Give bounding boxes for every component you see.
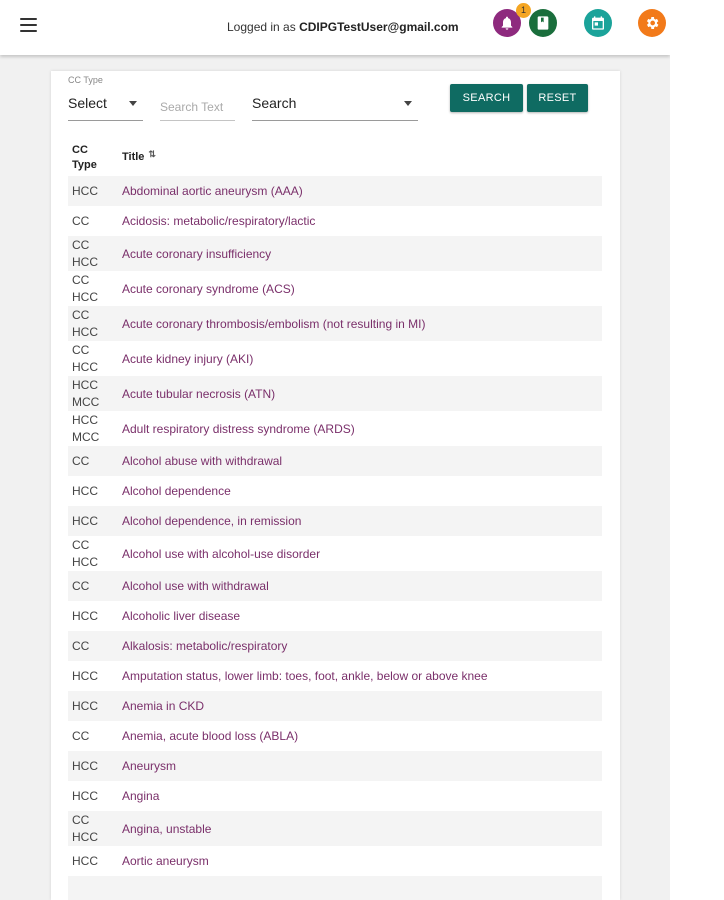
title-link[interactable]: Acidosis: metabolic/respiratory/lactic [122, 214, 316, 228]
cc-type-cell [68, 537, 122, 571]
calendar-icon [590, 15, 606, 31]
cc-type-value: CC [72, 638, 90, 653]
table-row[interactable] [68, 631, 602, 661]
table-row[interactable] [68, 376, 602, 411]
cc-type-cell [68, 608, 122, 625]
cc-type-cell [68, 412, 122, 446]
title-link[interactable]: Adult respiratory distress syndrome (ARDS) [122, 421, 355, 436]
cc-type-cell [68, 788, 122, 805]
table-row[interactable] [68, 236, 602, 271]
table-row[interactable] [68, 876, 602, 900]
cc-type-value: CC [72, 812, 90, 827]
title-link[interactable]: Aortic aneurysm [122, 854, 209, 868]
search-button[interactable]: SEARCH [450, 84, 523, 112]
book-icon [535, 15, 551, 31]
title-link[interactable]: Angina, unstable [122, 821, 212, 836]
cc-type-value: Select [68, 95, 107, 111]
column-title-label: Title [122, 151, 145, 163]
title-link[interactable]: Alkalosis: metabolic/respiratory [122, 639, 288, 653]
login-prefix: Logged in as [227, 20, 296, 34]
cc-type-value: HCC [72, 554, 98, 569]
notification-count-badge: 1 [516, 3, 531, 18]
table-row[interactable] [68, 536, 602, 571]
column-header-cc-type[interactable]: CC Type [72, 144, 97, 171]
cc-type-value: HCC [72, 324, 98, 339]
library-button[interactable] [529, 9, 557, 37]
cc-type-value: HCC [72, 377, 98, 392]
table-header [68, 139, 602, 176]
cc-type-value: CC [72, 578, 90, 593]
cc-type-cell [68, 853, 122, 870]
title-link[interactable]: Alcohol abuse with withdrawal [122, 454, 283, 468]
cc-type-value: HCC [72, 788, 98, 803]
cc-type-cell [68, 213, 122, 230]
cc-type-label: CC Type [68, 75, 103, 85]
cc-type-value: CC [72, 237, 90, 252]
cc-type-value: CC [72, 307, 90, 322]
table-row[interactable] [68, 751, 602, 781]
cc-type-cell [68, 307, 122, 341]
title-link[interactable]: Acute coronary syndrome (ACS) [122, 281, 295, 296]
cc-type-cell [68, 237, 122, 271]
cc-type-cell [68, 758, 122, 775]
user-email: CDIPGTestUser@gmail.com [299, 20, 459, 34]
cc-type-value: HCC [72, 483, 98, 498]
cc-type-value: HCC [72, 829, 98, 844]
bell-icon [499, 15, 515, 31]
search-field-value: Search [252, 95, 297, 111]
cc-type-value: HCC [72, 183, 98, 198]
cc-type-select[interactable] [68, 88, 143, 121]
cc-type-cell [68, 377, 122, 411]
table-row[interactable] [68, 601, 602, 631]
table-row[interactable] [68, 206, 602, 236]
table-row[interactable] [68, 661, 602, 691]
title-link[interactable]: Alcoholic liver disease [122, 609, 241, 623]
title-link[interactable]: Acute kidney injury (AKI) [122, 351, 254, 366]
title-link[interactable]: Acute tubular necrosis (ATN) [122, 386, 276, 401]
cc-type-value: HCC [72, 853, 98, 868]
table-row[interactable] [68, 781, 602, 811]
title-link[interactable]: Amputation status, lower limb: toes, foot, ankle, below or above knee [122, 669, 488, 683]
cc-type-value: CC [72, 728, 90, 743]
cc-type-value: HCC [72, 412, 98, 427]
hamburger-menu-icon[interactable] [20, 18, 37, 32]
table-row[interactable] [68, 176, 602, 206]
cc-type-cell [68, 668, 122, 685]
table-row[interactable] [68, 506, 602, 536]
table-body [68, 176, 602, 900]
cc-type-value: HCC [72, 254, 98, 269]
table-row[interactable] [68, 721, 602, 751]
search-text-input[interactable] [160, 88, 235, 121]
cc-type-value: HCC [72, 608, 98, 623]
table-row[interactable] [68, 571, 602, 601]
title-link[interactable]: Alcohol dependence, in remission [122, 514, 302, 528]
cc-type-cell [68, 453, 122, 470]
top-app-bar [0, 0, 670, 55]
table-row[interactable] [68, 811, 602, 846]
cc-type-value: HCC [72, 758, 98, 773]
cc-type-cell [68, 513, 122, 530]
cc-type-cell [68, 812, 122, 846]
cc-type-value: CC [72, 213, 90, 228]
cc-type-cell [68, 698, 122, 715]
title-link[interactable]: Alcohol dependence [122, 484, 231, 498]
cc-type-value: HCC [72, 698, 98, 713]
cc-type-cell [68, 638, 122, 655]
cc-type-cell [68, 342, 122, 376]
cc-type-value: CC [72, 453, 90, 468]
cc-type-cell [68, 578, 122, 595]
cc-type-cell [68, 272, 122, 306]
cc-type-value: HCC [72, 289, 98, 304]
cc-type-cell [68, 483, 122, 500]
sort-icon: ⇅ [148, 149, 156, 159]
table-row[interactable] [68, 306, 602, 341]
title-link[interactable]: Alcohol use with withdrawal [122, 579, 269, 593]
table-row[interactable] [68, 446, 602, 476]
title-link[interactable]: Anemia in CKD [122, 699, 205, 713]
table-row[interactable] [68, 341, 602, 376]
cc-type-value: CC [72, 537, 90, 552]
table-row[interactable] [68, 411, 602, 446]
cc-table [68, 139, 602, 900]
title-link[interactable]: Anemia, acute blood loss (ABLA) [122, 729, 299, 743]
cc-type-cell [68, 728, 122, 745]
reset-button[interactable]: RESET [527, 84, 588, 112]
calendar-button[interactable] [584, 9, 612, 37]
cc-type-cell [68, 183, 122, 200]
table-row[interactable] [68, 846, 602, 876]
cc-type-value: HCC [72, 359, 98, 374]
cc-list-card [51, 71, 620, 900]
cc-type-value: HCC [72, 668, 98, 683]
search-field-select[interactable] [252, 88, 418, 121]
right-gutter [670, 0, 724, 900]
title-link[interactable]: Angina [122, 789, 160, 803]
chevron-down-icon [404, 101, 412, 106]
cc-type-value: HCC [72, 513, 98, 528]
title-link[interactable]: Aneurysm [122, 759, 177, 773]
cc-type-value: CC [72, 342, 90, 357]
cc-type-value: MCC [72, 394, 100, 409]
logged-in-text [227, 20, 459, 34]
table-row[interactable] [68, 476, 602, 506]
chevron-down-icon [129, 101, 137, 106]
cc-type-value: CC [72, 272, 90, 287]
settings-button[interactable] [638, 9, 666, 37]
table-row[interactable] [68, 691, 602, 721]
title-link[interactable]: Acute coronary thrombosis/embolism (not resulting in MI) [122, 316, 426, 331]
title-link[interactable]: Abdominal aortic aneurysm (AAA) [122, 184, 303, 198]
column-header-title[interactable] [122, 151, 156, 163]
cc-type-value: MCC [72, 429, 100, 444]
table-row[interactable] [68, 271, 602, 306]
title-link[interactable]: Alcohol use with alcohol-use disorder [122, 546, 321, 561]
title-link[interactable]: Acute coronary insufficiency [122, 246, 272, 261]
gear-icon [644, 15, 660, 31]
